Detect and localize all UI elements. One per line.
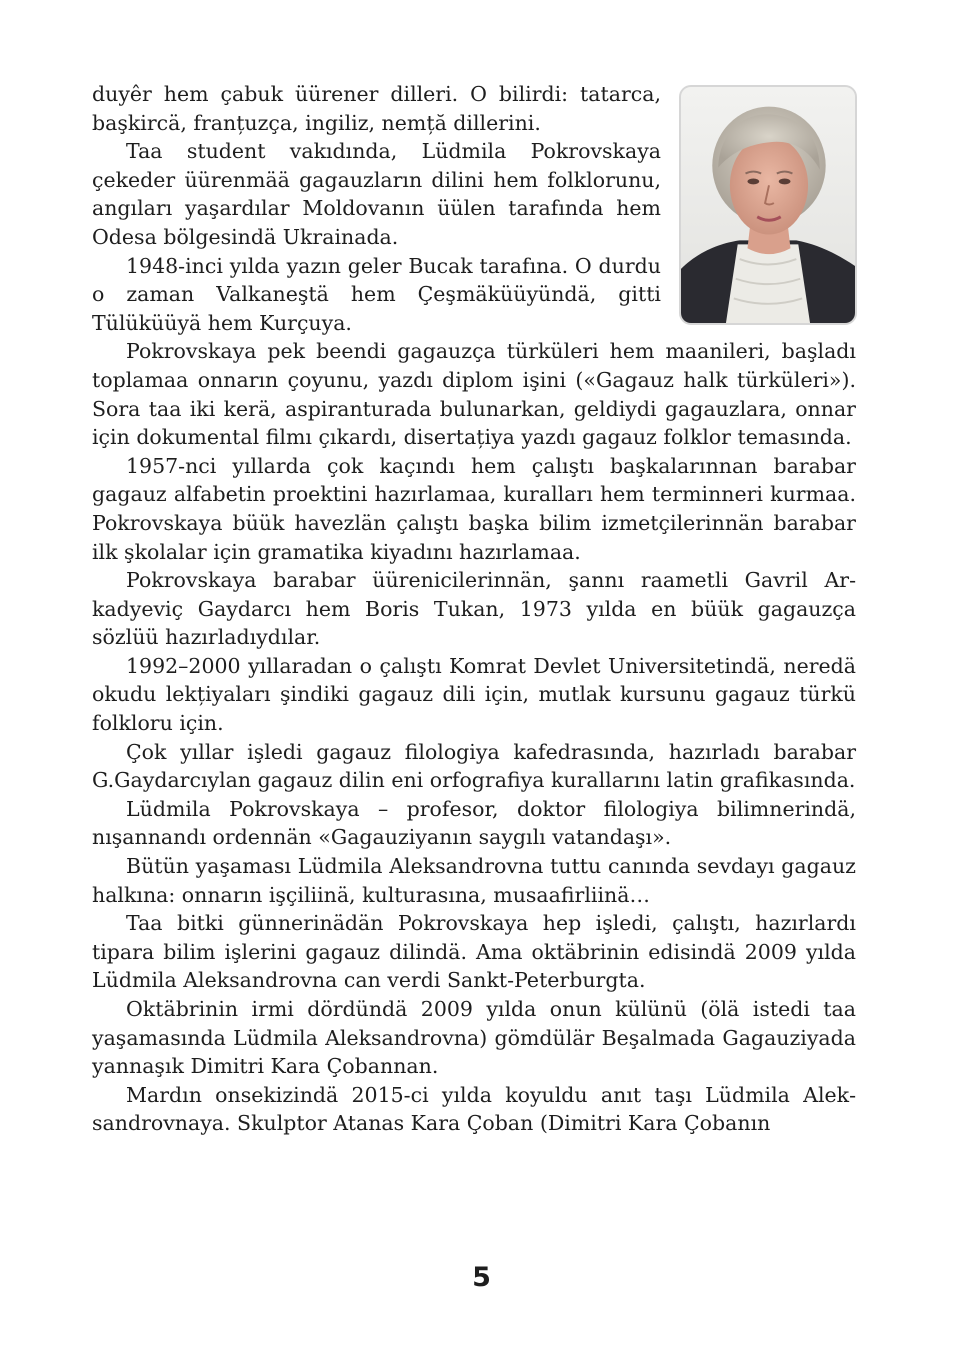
paragraph: Pokrovskaya pek beendi gagauzça türküleri hem maanileri, başladı toplamaa onnarın çoyunu, yazdı diplom işini («Gagauz halk türküleri»). Sora taa iki kerä, aspiranturada bulunarkan, geldiydi gagauzlara, onnar için dokumental filmı çıkardı, disertațiya yazdı gagauz folklor temasında. [92, 339, 856, 450]
paragraph: Oktäbrinin irmi dördündä 2009 yılda onun külünü (ölä istedi taa yaşamasında Lüdmila Aleksandrovna) gömdülär Beşalmada Gagauziyada yannaşık Dimitri Kara Çobannan. [92, 997, 856, 1079]
paragraph: Bütün yaşaması Lüdmila Aleksandrovna tuttu canında sevdayı gagauz halkına: onnarın işçiliinä, kulturasına, musaafirliinä… [92, 854, 856, 907]
portrait-photo [679, 85, 857, 325]
paragraph: Çok yıllar işledi gagauz filologiya kafedrasında, hazırladı barabar G.Gaydarcıylan gagauz dilin eni orfografiya kurallarını latin grafikasında. [92, 739, 856, 793]
paragraph: 1957-nci yıllarda çok kaçındı hem çalıştı başkalarınnan barabar gagauz alfabetin proektini hazırlamaa, kuralları hem terminneri kurmaa. Pokrovskaya büük havezlän çalıştı başka bilim izmetçilerinnän barabar ilk şkolalar için gramatika kiyadını hazırlamaa. [92, 453, 856, 564]
portrait-image [681, 87, 855, 323]
paragraph: Pokrovskaya barabar üürenicilerinnän, şannı raametli Gavril Arkadyeviç Gaydarcı hem Boris Tukan, 1973 yılda en büük gagauzça sözlüü hazırladıydılar. [92, 568, 856, 650]
body-text [92, 80, 856, 1138]
paragraph: 1992–2000 yıllaradan o çalıştı Komrat Devlet Universitetindä, neredä okudu lekțiyaları şindiki gagauz dili için, mutlak kursunu gagauz türkü folkloru için. [92, 653, 856, 736]
paragraph: Mardın onsekizindä 2015-ci yılda koyuldu anıt taşı Lüdmila Aleksandrovnaya. Skulptor Atanas Kara Çoban (Dimitri Kara Çobanın [92, 1082, 856, 1136]
paragraph: duyêr hem çabuk üürener dilleri. O bilirdi: tatarca, başkircä, franțuzça, ingiliz, nemță dillerini. [92, 82, 661, 135]
page-number: 5 [472, 1262, 491, 1293]
paragraph: Taa bitki günnerinädän Pokrovskaya hep işledi, çalıştı, hazırlardı tipara bilim işlerini gagauz dilindä. Ama oktäbrinin edisindä 2009 yılda Lüdmila Aleksandrovna can verdi Sankt-Peterburgta. [92, 911, 856, 993]
paragraph: 1948-inci yılda yazın geler Bucak tarafına. O durdu o zaman Valkaneştä hem Çeşmäküüyündä, gitti Tülüküüyä hem Kurçuya. [92, 253, 661, 335]
paragraph: Lüdmila Pokrovskaya – profesor, doktor filologiya bilimnerindä, nışannandı ordennän «Gagauziyanın saygılı vatandaşı». [92, 796, 856, 850]
paragraph: Taa student vakıdında, Lüdmila Pokrovskaya çekeder üürenmää gagauzların dilini hem folklorunu, angıları yaşardılar Moldovanın üülen tarafında hem Odesa bölgesindä Ukrainada. [92, 139, 661, 249]
